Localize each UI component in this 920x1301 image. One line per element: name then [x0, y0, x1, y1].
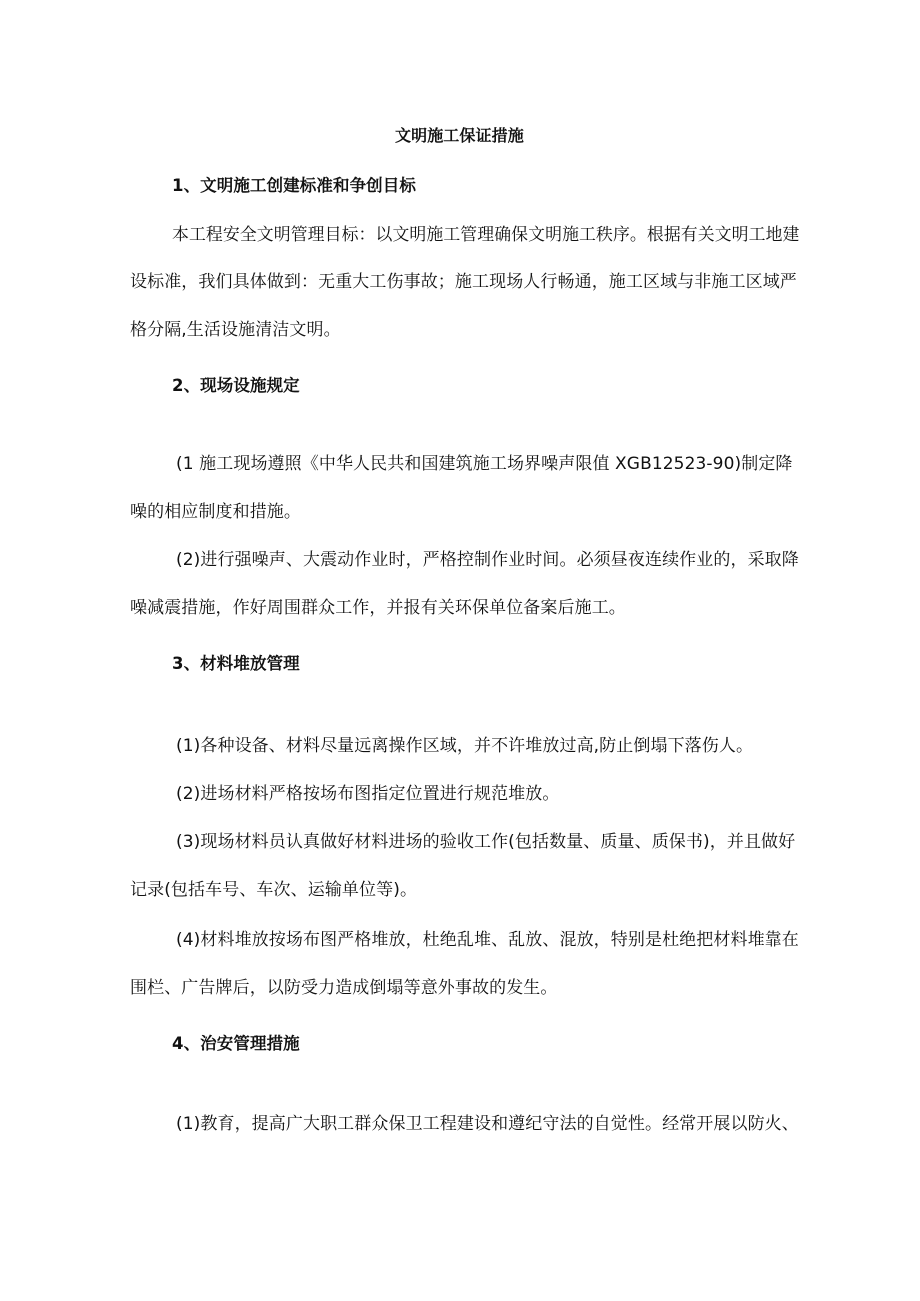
paragraph-line: (4)材料堆放按场布图严格堆放，杜绝乱堆、乱放、混放，特别是杜绝把材料堆靠在 — [176, 930, 799, 950]
paragraph-line: 格分隔,生活设施清洁文明。 — [130, 320, 341, 340]
paragraph-line: 记录(包括车号、车次、运输单位等)。 — [130, 880, 418, 900]
section-4-heading: 4、治安管理措施 — [172, 1034, 300, 1053]
section-1-heading: 1、文明施工创建标准和争创目标 — [172, 176, 416, 195]
paragraph-line: (2)进场材料严格按场布图指定位置进行规范堆放。 — [176, 784, 560, 804]
paragraph-line: (1)各种设备、材料尽量远离操作区域，并不许堆放过高,防止倒塌下落伤人。 — [176, 736, 754, 756]
document-title: 文明施工保证措施 — [395, 126, 524, 145]
paragraph-line: 设标准，我们具体做到：无重大工伤事故；施工现场人行畅通，施工区域与非施工区域严 — [130, 272, 797, 292]
paragraph-line: (3)现场材料员认真做好材料进场的验收工作(包括数量、质量、质保书)，并且做好 — [176, 832, 796, 852]
section-3-heading: 3、材料堆放管理 — [172, 654, 300, 673]
paragraph-line: 噪的相应制度和措施。 — [130, 502, 301, 522]
paragraph-line: (2)进行强噪声、大震动作业时，严格控制作业时间。必须昼夜连续作业的，采取降 — [176, 550, 799, 570]
paragraph-line: (1)教育，提高广大职工群众保卫工程建设和遵纪守法的自觉性。经常开展以防火、 — [176, 1114, 799, 1134]
paragraph-line: 噪减震措施，作好周围群众工作，并报有关环保单位备案后施工。 — [130, 598, 626, 618]
paragraph-line: 本工程安全文明管理目标：以文明施工管理确保文明施工秩序。根据有关文明工地建 — [172, 224, 800, 244]
paragraph-line: (1 施工现场遵照《中华人民共和国建筑施工场界噪声限值 XGB12523-90)制定降 — [176, 454, 793, 474]
section-2-heading: 2、现场设施规定 — [172, 376, 300, 395]
paragraph-line: 围栏、广告牌后，以防受力造成倒塌等意外事故的发生。 — [130, 978, 558, 998]
